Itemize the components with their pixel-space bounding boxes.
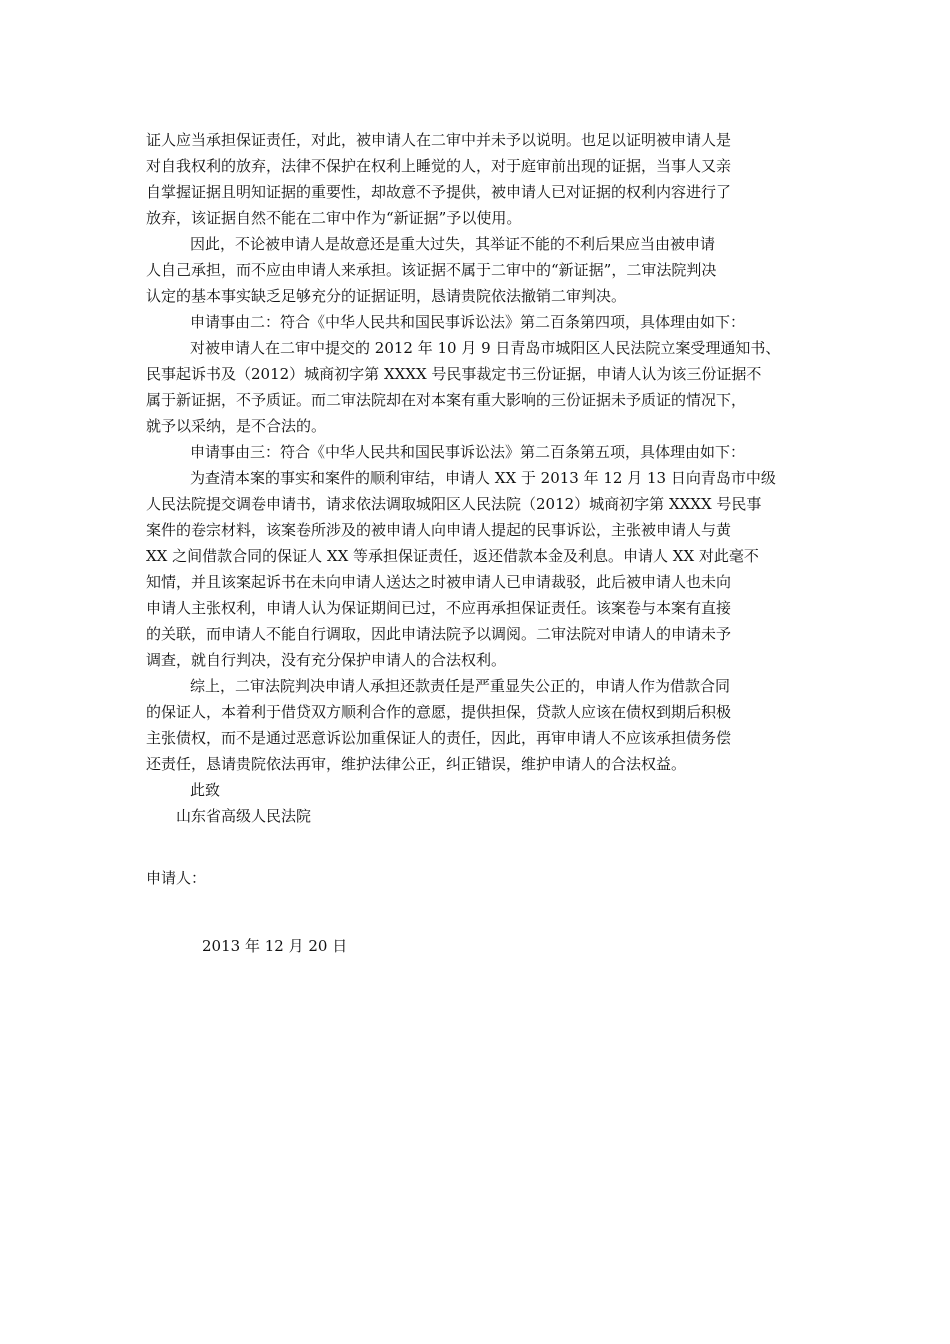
paragraph-line: XX 之间借款合同的保证人 XX 等承担保证责任，返还借款本金及利息。申请人 XX 对此毫不 — [146, 547, 759, 565]
paragraph-line: 因此，不论被申请人是故意还是重大过失，其举证不能的不利后果应当由被申请 — [190, 235, 716, 253]
paragraph-line: 属于新证据，不予质证。而二审法院却在对本案有重大影响的三份证据未予质证的情况下， — [146, 391, 747, 409]
paragraph-line: 人民法院提交调卷申请书，请求依法调取城阳区人民法院（2012）城商初字第 XXXX 号民事 — [146, 495, 762, 513]
paragraph-line: 认定的基本事实缺乏足够充分的证据证明，恳请贵院依法撤销二审判决。 — [146, 287, 627, 305]
paragraph-line: 的保证人，本着利于借贷双方顺利合作的意愿，提供担保，贷款人应该在债权到期后积极 — [146, 703, 732, 721]
document-body — [146, 127, 816, 959]
paragraph-line: 申请人主张权利，申请人认为保证期间已过，不应再承担保证责任。该案卷与本案有直接 — [146, 599, 732, 617]
paragraph-line: 案件的卷宗材料，该案卷所涉及的被申请人向申请人提起的民事诉讼，主张被申请人与黄 — [146, 521, 732, 539]
paragraph-line: 放弃，该证据自然不能在二审中作为“新证据”予以使用。 — [146, 209, 522, 227]
paragraph-line: 的关联，而申请人不能自行调取，因此申请法院予以调阅。二审法院对申请人的申请未予 — [146, 625, 732, 643]
paragraph-line: 自掌握证据且明知证据的重要性，却故意不予提供，被申请人已对证据的权利内容进行了 — [146, 183, 732, 201]
paragraph-line: 人自己承担，而不应由申请人来承担。该证据不属于二审中的“新证据”，二审法院判决 — [146, 261, 717, 279]
paragraph-line: 还责任，恳请贵院依法再审，维护法律公正，纠正错误，维护申请人的合法权益。 — [146, 755, 687, 773]
section-heading-reason-three: 申请事由三：符合《中华人民共和国民事诉讼法》第二百条第五项，具体理由如下： — [190, 443, 746, 461]
closing-salutation: 此致 — [190, 781, 221, 799]
paragraph-line: 主张债权，而不是通过恶意诉讼加重保证人的责任，因此，再审申请人不应该承担债务偿 — [146, 729, 732, 747]
paragraph-line: 综上，二审法院判决申请人承担还款责任是严重显失公正的，申请人作为借款合同 — [190, 677, 731, 695]
paragraph-line: 对自我权利的放弃，法律不保护在权利上睡觉的人，对于庭审前出现的证据，当事人又亲 — [146, 157, 732, 175]
recipient-court: 山东省高级人民法院 — [176, 807, 312, 825]
paragraph-line: 调查，就自行判决，没有充分保护申请人的合法权利。 — [146, 651, 507, 669]
paragraph-line: 就予以采纳，是不合法的。 — [146, 417, 327, 435]
paragraph-line: 对被申请人在二审中提交的 2012 年 10 月 9 日青岛市城阳区人民法院立案受理通知书、 — [190, 339, 781, 357]
paragraph-line: 证人应当承担保证责任，对此，被申请人在二审中并未予以说明。也足以证明被申请人是 — [146, 131, 732, 149]
document-date: 2013 年 12 月 20 日 — [202, 937, 348, 955]
section-heading-reason-two: 申请事由二：符合《中华人民共和国民事诉讼法》第二百条第四项，具体理由如下： — [190, 313, 746, 331]
paragraph-line: 民事起诉书及（2012）城商初字第 XXXX 号民事裁定书三份证据，申请人认为该三份证据不 — [146, 365, 762, 383]
paragraph-line: 知情，并且该案起诉书在未向申请人送达之时被申请人已申请裁驳，此后被申请人也未向 — [146, 573, 732, 591]
paragraph-line: 为查清本案的事实和案件的顺利审结，申请人 XX 于 2013 年 12 月 13 日向青岛市中级 — [190, 469, 776, 487]
applicant-label: 申请人： — [146, 869, 207, 887]
